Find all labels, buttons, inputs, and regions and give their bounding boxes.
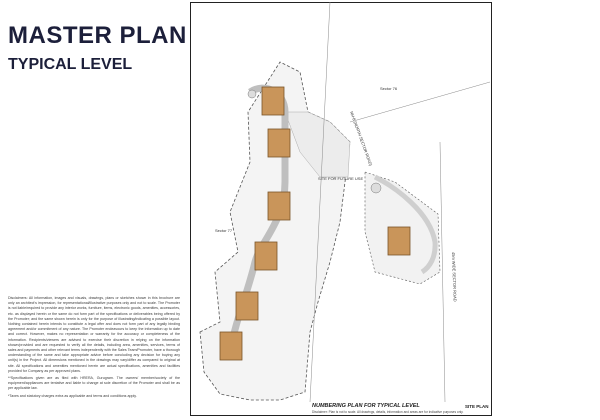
disclaimer-paragraph: *Taxes and statutory charges extra as applicable and terms and conditions apply. xyxy=(8,393,137,398)
site-plan-drawing xyxy=(190,2,490,402)
page-title: MASTER PLAN xyxy=(8,22,187,49)
disclaimer-block xyxy=(8,296,180,401)
plan-caption-note: Disclaimer: Plan is not to scale. All drawings, details, information and areas are for indicative purposes only. xyxy=(312,410,464,414)
roundabout xyxy=(248,90,256,98)
plan-caption: NUMBERING PLAN FOR TYPICAL LEVEL xyxy=(312,403,420,409)
tower xyxy=(236,292,258,320)
label-sector-77: Sector 77 xyxy=(215,228,233,233)
site-plan-label: SITE PLAN xyxy=(465,404,489,409)
label-sector-76: Sector 76 xyxy=(380,86,398,91)
roundabout xyxy=(371,183,381,193)
tower xyxy=(220,332,242,360)
disclaimer-paragraph: Disclaimers: All information, images and visuals, drawings, plans or sketches shown in this brochure are only an architect's impression, for representational/illustrative purposes only and not to scale. The Promoter is not liable/required to provide any interior works, furniture, items, electronic goods, amenities, accessories, etc. as displayed herein or the same do not form part of the specifications or deliverables being offered by the Promoter; and the same shown herein is only for the purpose of illustrating/indicating a possible layout. Nothing contained herein intends to constitute a legal offer and does not form part of any legally binding agreement and/or commitment of any nature. The Promoter endeavours to keep the information up to date and correct. However, makes no representation or warranty for the accuracy or completeness of the information. Recipients/viewers are advised to exercise their discretion in relying on the information shown/provided and are requested to verify all the details, including area, amenities, services, terms of sales and payments and other relevant terms independently with the Sales Team/Promoter, have a thorough understanding of the same and take appropriate advice before concluding any decision for buying any unit(s) in the Project. All dimensions mentioned in the drawings may vary/differ as compared to original at site. All specifications and amenities mentioned herein are actual specifications, amenities and facilities provided for Company as per approved plans. xyxy=(8,296,180,373)
boundary-line xyxy=(350,82,490,122)
tower xyxy=(268,192,290,220)
label-road-south: 45m WIDE SECTOR ROAD xyxy=(451,251,458,302)
label-road-north: NH-8 (NORTH SECTOR ROAD) xyxy=(349,110,374,167)
tower xyxy=(388,227,410,255)
tower xyxy=(255,242,277,270)
label-future-use: SITE FOR FUTURE USE xyxy=(318,176,364,181)
page-subtitle: TYPICAL LEVEL xyxy=(8,56,133,73)
tower xyxy=(268,129,290,157)
tower xyxy=(262,87,284,115)
boundary-line xyxy=(440,142,445,402)
disclaimer-paragraph: **Specifications given are as filed with HRERA, Gurugram. The owners/ member/society of the equipment/appliances are tentative and liable to change at sole discretion of the Promoter and shall be as per applicable law. xyxy=(8,376,180,391)
